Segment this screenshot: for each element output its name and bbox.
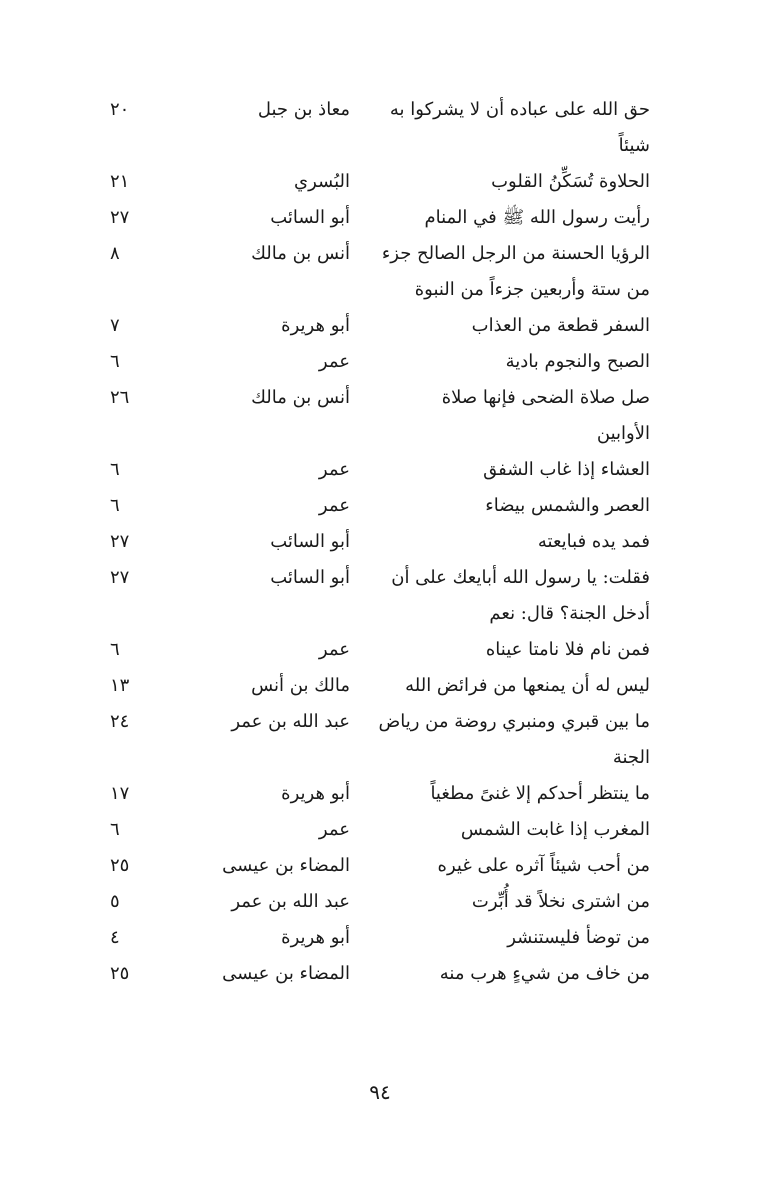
table-row (100, 344, 650, 380)
hadith-text: من توضأ فليستنشر (507, 927, 650, 948)
narrator-name: المضاء بن عيسى (222, 963, 350, 984)
table-row (100, 956, 650, 992)
narrator-name: أبو السائب (270, 567, 350, 588)
narrator-name: أبو السائب (270, 207, 350, 228)
table-row (100, 812, 650, 848)
page-reference: ٢٠ (110, 99, 130, 120)
hadith-text: من أحب شيئاً آثره على غيره (437, 855, 650, 876)
narrator-name: عمر (318, 495, 350, 516)
page-reference: ٨ (110, 243, 120, 264)
page-reference: ٢١ (110, 171, 130, 192)
hadith-text: الصبح والنجوم بادية (505, 351, 650, 372)
narrator-name: أبو هريرة (281, 315, 350, 336)
table-row (100, 236, 650, 308)
hadith-text: فمد يده فبايعته (537, 531, 650, 552)
table-row (100, 704, 650, 776)
page-reference: ٢٤ (110, 711, 130, 732)
narrator-name: عبد الله بن عمر (231, 891, 350, 912)
hadith-text: من خاف من شيءٍ هرب منه (439, 963, 650, 984)
page-reference: ٢٧ (110, 567, 130, 588)
table-row (100, 164, 650, 200)
table-row (100, 524, 650, 560)
table-row (100, 884, 650, 920)
narrator-name: أبو السائب (270, 531, 350, 552)
page-reference: ١٧ (110, 783, 130, 804)
hadith-text: ما ينتظر أحدكم إلا غنىً مطغياً (430, 783, 650, 804)
page-reference: ٦ (110, 351, 120, 372)
table-row (100, 920, 650, 956)
page-reference: ٦ (110, 495, 120, 516)
narrator-name: أبو هريرة (281, 783, 350, 804)
narrator-name: أبو هريرة (281, 927, 350, 948)
table-row (100, 776, 650, 812)
table-row (100, 308, 650, 344)
page-reference: ٢٧ (110, 207, 130, 228)
table-row (100, 632, 650, 668)
hadith-text: ما بين قبري ومنبري روضة من رياض الجنة (378, 711, 650, 768)
page-reference: ٥ (110, 891, 120, 912)
hadith-text: المغرب إذا غابت الشمس (460, 819, 650, 840)
narrator-name: معاذ بن جبل (257, 99, 350, 120)
narrator-name: المضاء بن عيسى (222, 855, 350, 876)
narrator-name: عمر (318, 819, 350, 840)
table-row (100, 488, 650, 524)
narrator-name: مالك بن أنس (251, 675, 350, 696)
hadith-text: صل صلاة الضحى فإنها صلاة الأوابين (441, 387, 650, 444)
page-reference: ٦ (110, 819, 120, 840)
narrator-name: عمر (318, 459, 350, 480)
hadith-text: فقلت: يا رسول الله أبايعك على أن أدخل الجنة؟ قال: نعم (391, 567, 650, 624)
hadith-text: ليس له أن يمنعها من فرائض الله (405, 675, 650, 696)
narrator-name: عمر (318, 351, 350, 372)
hadith-text: الرؤيا الحسنة من الرجل الصالح جزء من ستة وأربعين جزءاً من النبوة (381, 243, 650, 300)
hadith-text: الحلاوة تُسَكِّنُ القلوب (491, 171, 650, 192)
page-reference: ٦ (110, 459, 120, 480)
page-reference: ١٣ (110, 675, 130, 696)
page-reference: ٧ (110, 315, 120, 336)
page-reference: ٦ (110, 639, 120, 660)
page-reference: ٢٥ (110, 855, 130, 876)
hadith-text: من اشترى نخلاً قد أُبِّرت (471, 891, 650, 912)
table-row (100, 452, 650, 488)
page-reference: ٢٧ (110, 531, 130, 552)
narrator-name: عبد الله بن عمر (231, 711, 350, 732)
hadith-text: العشاء إذا غاب الشفق (483, 459, 650, 480)
hadith-text: السفر قطعة من العذاب (471, 315, 650, 336)
table-row (100, 668, 650, 704)
hadith-text: حق الله على عباده أن لا يشركوا به شيئاً (389, 99, 650, 156)
narrator-name: أنس بن مالك (251, 243, 350, 264)
narrator-name: البُسري (294, 171, 350, 192)
table-row (100, 92, 650, 164)
hadith-text: رأيت رسول الله ﷺ في المنام (424, 207, 650, 228)
page-reference: ٢٥ (110, 963, 130, 984)
page-reference: ٤ (110, 927, 120, 948)
table-row (100, 380, 650, 452)
hadith-index-table (100, 92, 650, 992)
page-number: ٩٤ (369, 1080, 391, 1104)
table-row (100, 560, 650, 632)
table-row (100, 200, 650, 236)
narrator-name: عمر (318, 639, 350, 660)
narrator-name: أنس بن مالك (251, 387, 350, 408)
page-reference: ٢٦ (110, 387, 130, 408)
hadith-text: فمن نام فلا نامتا عيناه (485, 639, 650, 660)
hadith-text: العصر والشمس بيضاء (485, 495, 650, 516)
table-row (100, 848, 650, 884)
